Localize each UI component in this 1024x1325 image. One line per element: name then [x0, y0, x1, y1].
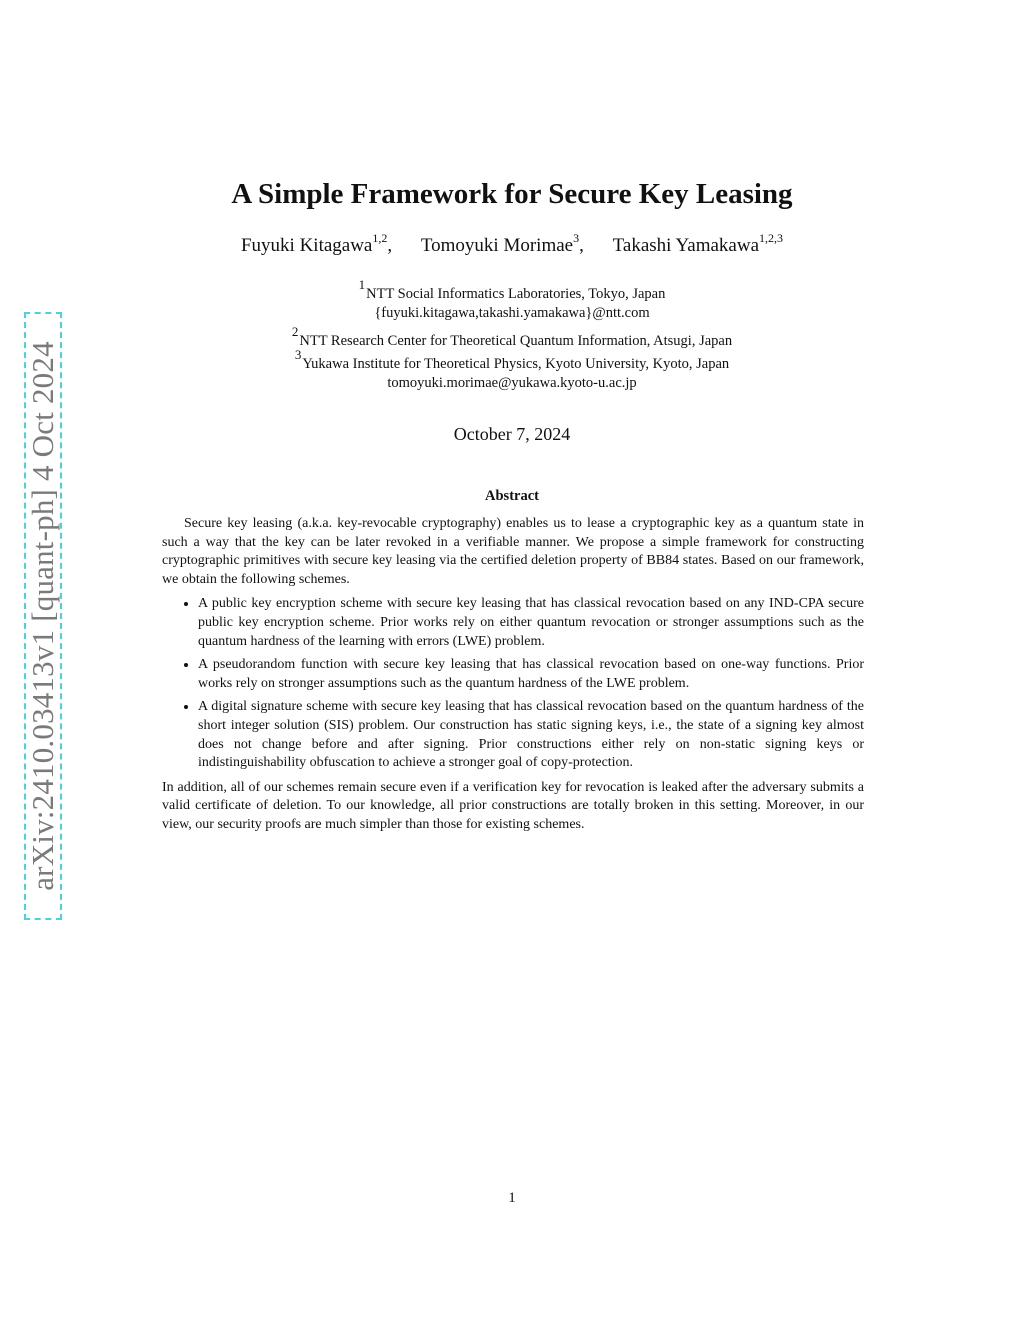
author-affiliation-marker: 1,2,3 — [759, 231, 784, 245]
affiliation-email-yukawa — [0, 375, 1024, 392]
affiliation-2 — [0, 324, 1024, 350]
list-item: • A pseudorandom function with secure key leasing that has classical revocation based on one-way functions. Prior works rely on stronger assumptions such as the quantum hardness of the LWE problem. — [198, 656, 864, 693]
list-item: • A digital signature scheme with secure key leasing that has classical revocation based on the quantum hardness of the short integer solution (SIS) problem. Our construction has static signing keys, i.e., the state of a signing key almost does not change before and after signing. Prior constructions either rely on non-static signing keys or indistinguishability obfuscation to achieve a stronger goal of copy-protection. — [198, 698, 864, 772]
email-text: tomoyuki.morimae@yukawa.kyoto-u.ac.jp — [387, 375, 637, 391]
author-affiliation-marker: 3 — [573, 231, 580, 245]
paper-title: A Simple Framework for Secure Key Leasing — [231, 178, 793, 210]
page-number: 1 — [508, 1190, 516, 1206]
abstract-heading: Abstract — [485, 488, 539, 504]
author-name: Tomoyuki Morimae — [420, 235, 574, 257]
abstract-closing: In addition, all of our schemes remain secure even if a verification key for revocation is leaked after the adversary submits a valid certificate of deletion. To our knowledge, all prior constructions are totally broken in this setting. Moreover, in our view, our security proofs are much simpler than those for existing schemes. — [162, 779, 864, 832]
abstract-bullet-list — [162, 595, 864, 772]
affiliation-marker: 2 — [291, 324, 299, 339]
abstract-intro: Secure key leasing (a.k.a. key-revocable cryptography) enables us to lease a cryptographic key as a quantum state in such a way that the key can be later revoked in a verifiable manner. We propose a simple framework for constructing cryptographic primitives with secure key leasing via the certified deletion property of BB84 states. Based on our framework, we obtain the following schemes. — [162, 516, 864, 587]
affiliation-marker: 1 — [358, 277, 366, 292]
author-name: Fuyuki Kitagawa — [240, 235, 373, 257]
list-item: • A public key encryption scheme with secure key leasing that has classical revocation based on any IND-CPA secure public key encryption scheme. Prior works rely on either quantum revocation or stronger assumptions such as the quantum hardness of the learning with errors (LWE) problem. — [198, 595, 864, 651]
author-list — [0, 233, 1024, 257]
arxiv-identifier-stamp — [24, 312, 62, 920]
paper-date: October 7, 2024 — [453, 424, 571, 444]
author-name: Takashi Yamakawa — [612, 235, 760, 257]
affiliation-text: NTT Social Informatics Laboratories, Tokyo, Japan — [366, 285, 666, 302]
author-3 — [612, 231, 784, 257]
affiliation-text: NTT Research Center for Theoretical Quantum Information, Atsugi, Japan — [299, 332, 733, 349]
affiliation-marker: 3 — [294, 347, 302, 362]
arxiv-identifier-text: arXiv:2410.03413v1 [quant-ph] 4 Oct 2024 — [25, 341, 61, 891]
affiliation-email-ntt — [0, 305, 1024, 322]
affiliation-text: Yukawa Institute for Theoretical Physics, Kyoto University, Kyoto, Japan — [302, 355, 730, 372]
author-separator: , — [387, 235, 393, 257]
abstract-body — [162, 515, 864, 835]
affiliation-3 — [0, 347, 1024, 373]
affiliation-1 — [0, 277, 1024, 303]
email-text: {fuyuki.kitagawa,takashi.yamakawa}@ntt.com — [374, 305, 650, 321]
author-1 — [240, 231, 393, 257]
author-2 — [420, 231, 584, 257]
author-separator: , — [579, 235, 584, 257]
author-affiliation-marker: 1,2 — [372, 231, 388, 245]
